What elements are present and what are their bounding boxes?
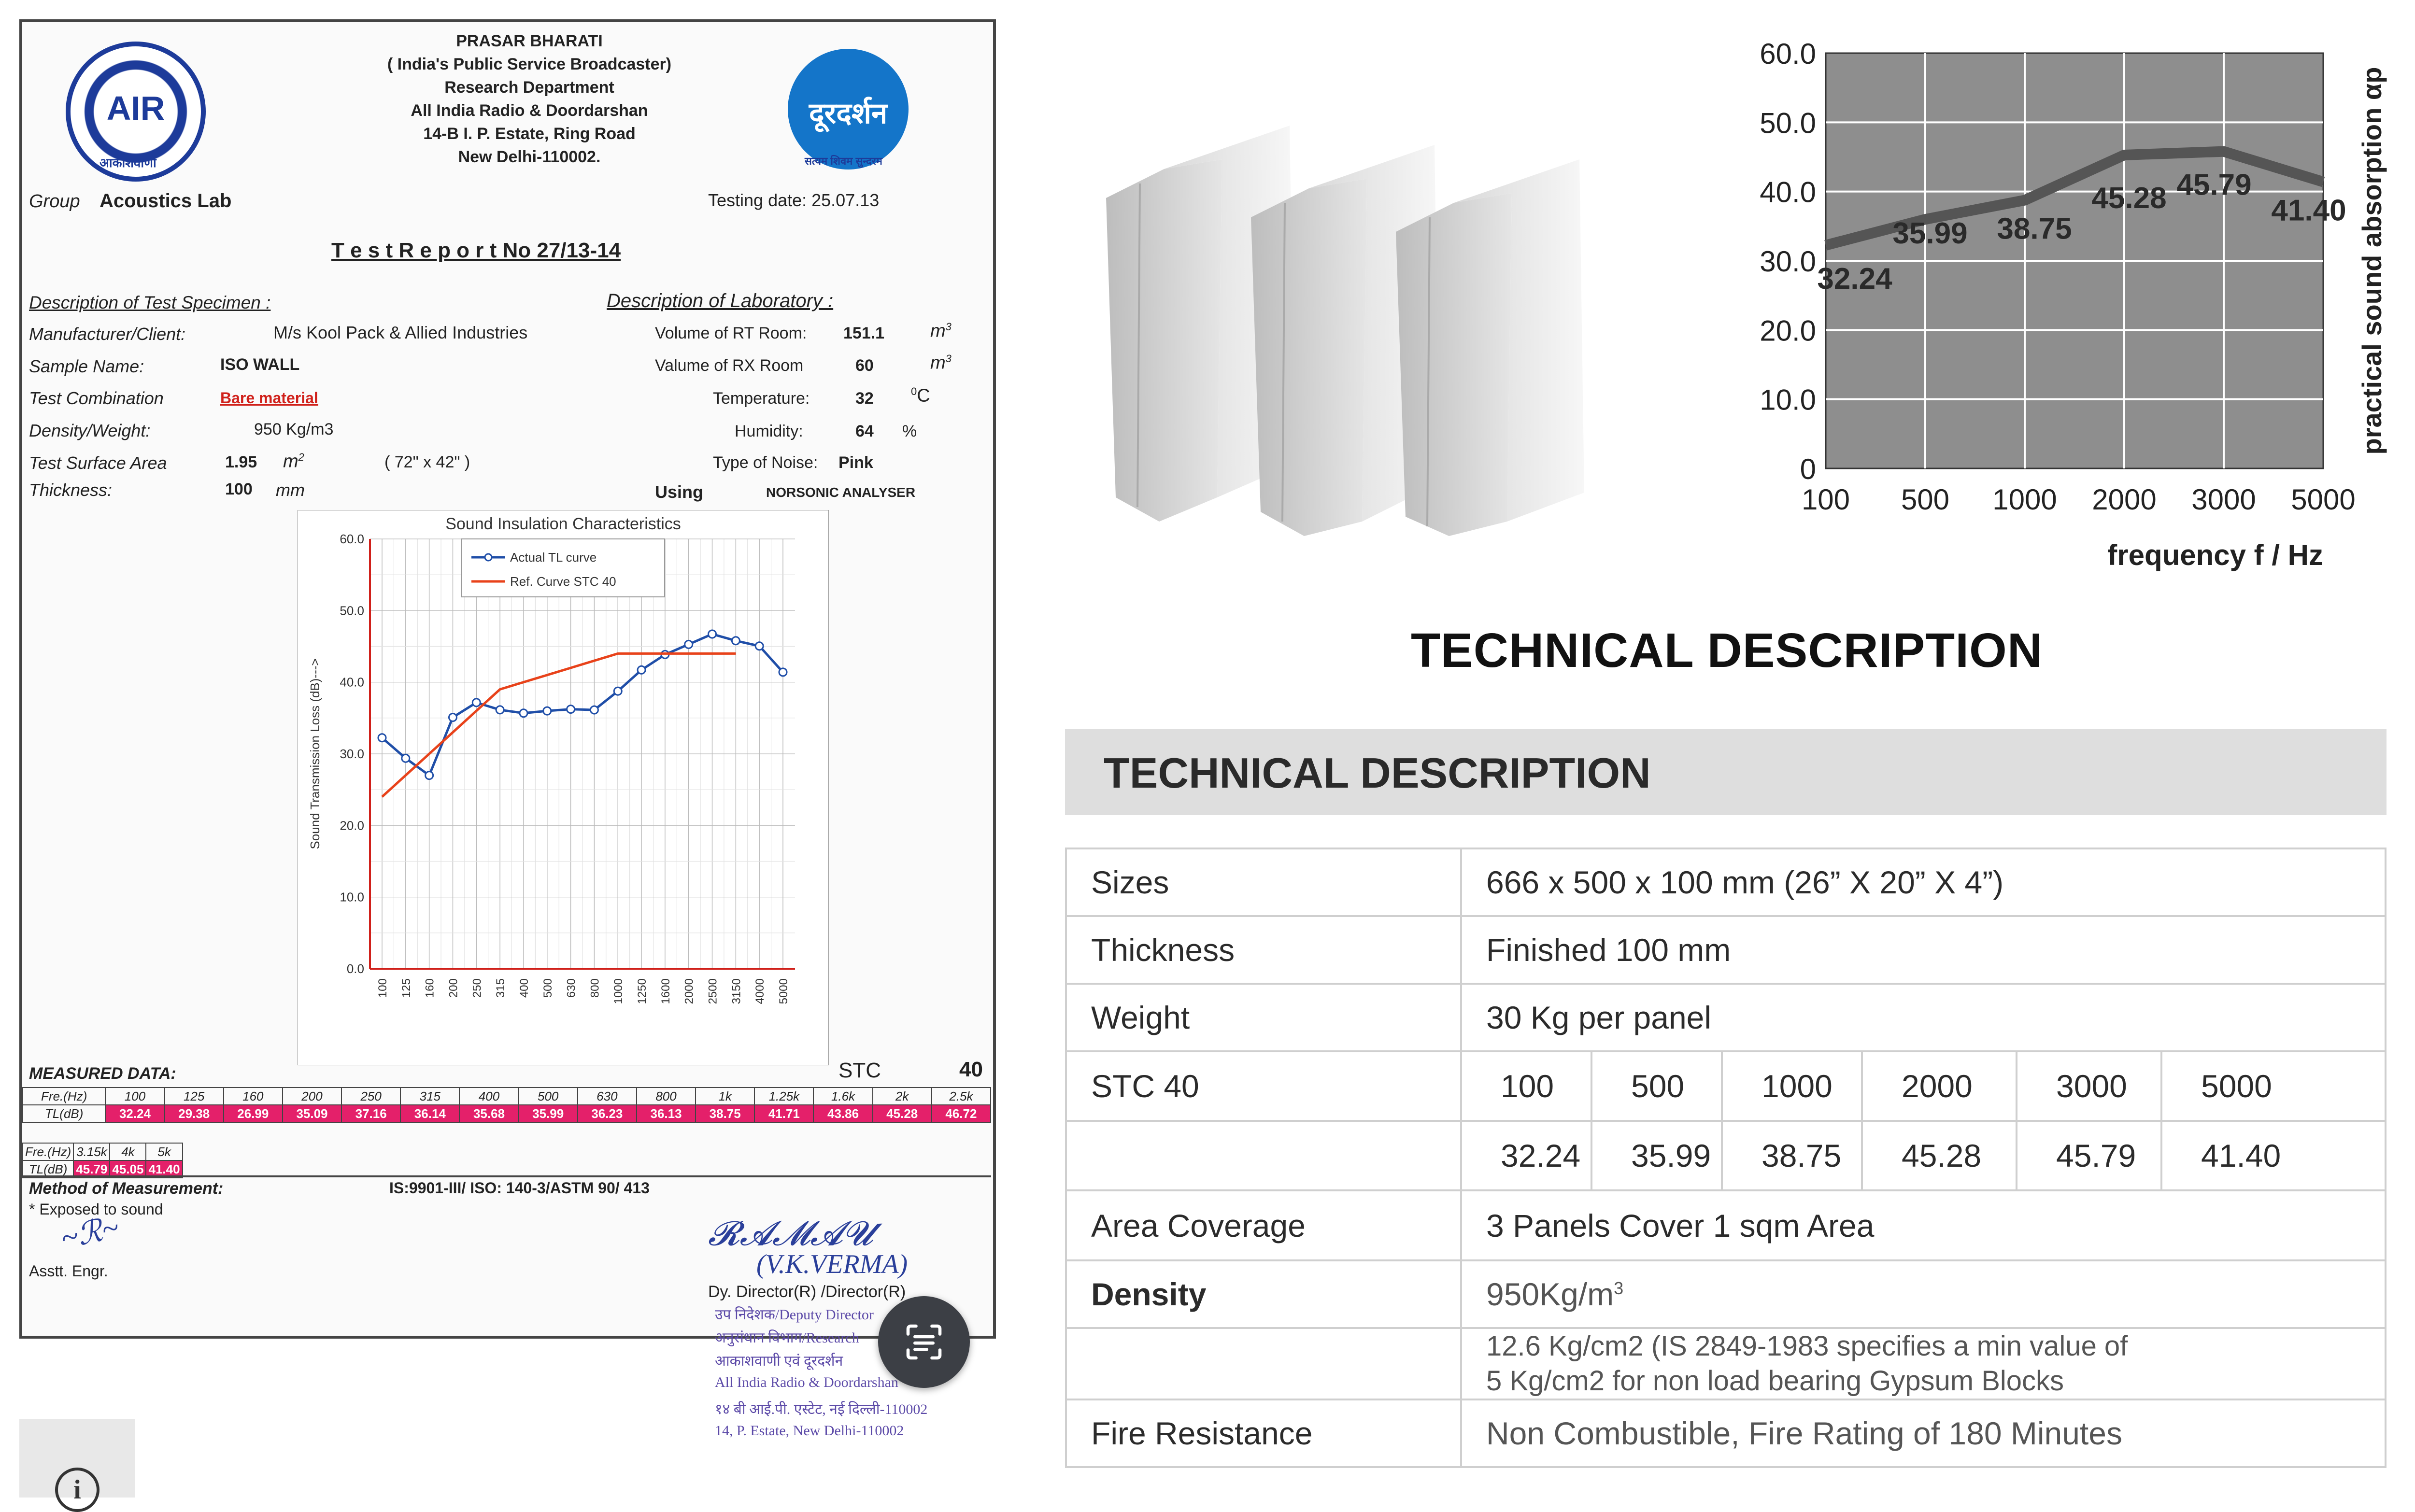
data-point <box>709 630 716 638</box>
row-label: Fre.(Hz) <box>23 1143 73 1160</box>
y-tick-label: 0 <box>1800 453 1816 485</box>
table-cell: 36.13 <box>637 1105 696 1122</box>
header-line-3: Research Department <box>444 78 614 97</box>
row-label: TL(dB) <box>23 1105 105 1122</box>
spec-value: Finished 100 mm <box>1461 916 2386 984</box>
tl-row <box>23 1105 991 1122</box>
stamp-line: आकाशवाणी एवं दूरदर्शन <box>715 1353 843 1369</box>
specimen-value: ISO WALL <box>220 355 300 374</box>
data-point <box>590 706 598 714</box>
table-cell: 4k <box>110 1143 146 1160</box>
lab-value: 60 <box>855 356 874 375</box>
y-tick-label: 50.0 <box>1760 107 1816 140</box>
header-line-6: New Delhi-110002. <box>458 148 601 166</box>
legend-label: Ref. Curve STC 40 <box>510 574 616 589</box>
y-tick-label: 40.0 <box>340 675 364 690</box>
frequency-row <box>23 1088 991 1105</box>
x-tick-label: 500 <box>1901 483 1950 516</box>
table-row <box>1066 1051 2386 1121</box>
x-tick-label: 3150 <box>730 978 743 1004</box>
asst-engineer-label: Asstt. Engr. <box>29 1262 108 1280</box>
density-note: 12.6 Kg/cm2 (IS 2849-1983 specifies a min value of 5 Kg/cm2 for non load bearing Gypsum Blocks <box>1461 1328 2386 1399</box>
y-tick-label: 40.0 <box>1760 176 1816 209</box>
group-value: Acoustics Lab <box>99 190 232 212</box>
y-axis-label: Sound Transmission Loss (dB)---> <box>308 658 322 849</box>
lens-icon <box>897 1315 951 1369</box>
table-cell: 630 <box>578 1088 637 1105</box>
stc-value: 35.99 <box>1592 1122 1723 1189</box>
x-tick-label: 500 <box>541 978 554 998</box>
stc-frequency-cells <box>1461 1051 2386 1121</box>
x-tick-label: 2000 <box>2092 483 2157 516</box>
specimen-value: 950 Kg/m3 <box>254 420 334 438</box>
table-cell: 45.79 <box>73 1160 110 1178</box>
lab-value: Pink <box>838 453 873 472</box>
y-tick-label: 60.0 <box>1760 38 1816 70</box>
data-label: 32.24 <box>1817 262 1892 296</box>
table-cell: 125 <box>165 1088 224 1105</box>
spec-label-empty <box>1066 1328 1461 1399</box>
spec-value: 666 x 500 x 100 mm (26” X 20” X 4”) <box>1461 848 2386 916</box>
y-tick-label: 20.0 <box>1760 314 1816 347</box>
table-cell: 45.05 <box>110 1160 146 1178</box>
table-cell: 160 <box>224 1088 283 1105</box>
y-tick-label: 10.0 <box>1760 383 1816 416</box>
data-label: 38.75 <box>1997 212 2072 246</box>
info-button[interactable] <box>19 1419 135 1505</box>
lab-value: 151.1 <box>843 324 885 342</box>
table-cell: 3.15k <box>73 1143 110 1160</box>
spec-label: STC 40 <box>1066 1051 1461 1121</box>
stc-frequency: 500 <box>1592 1052 1723 1120</box>
air-logo: AIR <box>66 42 206 182</box>
stc-label: STC <box>838 1059 881 1082</box>
specimen-value: Bare material <box>220 389 318 407</box>
header-line-2: ( India's Public Service Broadcaster) <box>387 55 672 73</box>
table-cell: 36.23 <box>578 1105 637 1122</box>
table-cell: 1.6k <box>813 1088 872 1105</box>
table-row <box>1066 848 2386 916</box>
header-line-5: 14-B I. P. Estate, Ring Road <box>423 125 636 143</box>
x-tick-label: 160 <box>423 978 437 998</box>
table-cell: 315 <box>400 1088 459 1105</box>
table-cell: 2.5k <box>932 1088 991 1105</box>
data-point <box>449 713 456 721</box>
table-cell: 2k <box>873 1088 932 1105</box>
y-axis-label: practical sound absorption αp <box>2357 67 2387 455</box>
data-point <box>567 706 575 713</box>
spec-label: Density <box>1066 1260 1461 1328</box>
y-tick-label: 50.0 <box>340 603 364 618</box>
divider <box>22 1175 991 1177</box>
legend-marker <box>485 554 492 561</box>
gypsum-block-panels-image <box>1087 72 1666 536</box>
data-point <box>543 707 551 715</box>
data-point <box>614 687 622 695</box>
table-row <box>1066 984 2386 1051</box>
spec-label: Weight <box>1066 984 1461 1051</box>
technical-spec-table <box>1065 848 2387 1468</box>
y-tick-label: 30.0 <box>340 747 364 761</box>
table-cell: 41.71 <box>754 1105 813 1122</box>
lens-button[interactable] <box>878 1296 970 1388</box>
data-point <box>426 772 433 779</box>
x-tick-label: 2500 <box>706 978 720 1004</box>
table-cell: 38.75 <box>696 1105 754 1122</box>
x-tick-label: 1250 <box>636 978 649 1004</box>
spec-label: Sizes <box>1066 848 1461 916</box>
table-cell: 200 <box>283 1088 341 1105</box>
director-title: Dy. Director(R) /Director(R) <box>708 1283 906 1301</box>
data-point <box>496 706 504 714</box>
specimen-label: Test Combination <box>29 388 164 408</box>
table-cell: 41.40 <box>146 1160 182 1178</box>
y-tick-label: 0.0 <box>346 961 364 976</box>
x-tick-label: 250 <box>470 978 484 998</box>
stamp-line: अनुसंधान विभाग/Research <box>715 1330 859 1346</box>
x-tick-label: 2000 <box>682 978 696 1004</box>
y-tick-label: 20.0 <box>340 818 364 833</box>
lab-label: Volume of RT Room: <box>655 324 807 342</box>
lab-value: NORSONIC ANALYSER <box>766 485 916 500</box>
table-cell: 35.68 <box>459 1105 518 1122</box>
lab-label: Type of Noise: <box>713 453 818 472</box>
specimen-value: 1.95 <box>225 453 257 471</box>
row-label: Fre.(Hz) <box>23 1088 105 1105</box>
spec-value: Non Combustible, Fire Rating of 180 Minutes <box>1461 1399 2386 1467</box>
stc-value: 45.79 <box>2017 1122 2162 1189</box>
air-logo-caption: आकाशवाणी <box>99 155 156 170</box>
method-value: IS:9901-III/ ISO: 140-3/ASTM 90/ 413 <box>389 1179 650 1197</box>
lab-label: Temperature: <box>713 389 810 408</box>
table-row <box>1066 1399 2386 1467</box>
table-cell: 500 <box>519 1088 578 1105</box>
method-label: Method of Measurement: <box>29 1179 224 1198</box>
header-line-1: PRASAR BHARATI <box>456 32 603 50</box>
lab-heading: Description of Laboratory : <box>607 290 834 311</box>
frequency-row <box>23 1143 183 1160</box>
table-cell: 35.09 <box>283 1105 341 1122</box>
x-tick-label: 100 <box>1801 483 1850 516</box>
specimen-unit: mm <box>276 480 305 500</box>
data-point <box>378 734 386 742</box>
test-report-scan <box>19 19 996 1339</box>
lab-label: Using <box>655 482 704 502</box>
x-tick-label: 630 <box>565 978 578 998</box>
data-point <box>685 640 693 648</box>
spec-value: $950Kg/m^3$ <box>1461 1260 2386 1328</box>
table-cell: 250 <box>341 1088 400 1105</box>
table-cell: 800 <box>637 1088 696 1105</box>
data-point <box>779 668 787 676</box>
x-tick-label: 400 <box>517 978 531 998</box>
stc-value-cells <box>1461 1121 2386 1190</box>
table-row <box>1066 1328 2386 1399</box>
specimen-label: Thickness: <box>29 480 113 500</box>
x-tick-label: 1000 <box>1992 483 2057 516</box>
spec-value: 30 Kg per panel <box>1461 984 2386 1051</box>
table-cell: 35.99 <box>519 1105 578 1122</box>
stc-frequency: 1000 <box>1723 1052 1863 1120</box>
x-tick-label: 800 <box>588 978 602 998</box>
data-label: 45.79 <box>2176 168 2252 202</box>
specimen-extra: ( 72" x 42" ) <box>384 453 470 471</box>
table-cell: 46.72 <box>932 1105 991 1122</box>
data-label: 35.99 <box>1892 217 1968 251</box>
stc-frequency: 2000 <box>1863 1052 2017 1120</box>
row-label: TL(dB) <box>23 1160 73 1178</box>
x-axis-label: frequency f / Hz <box>2107 539 2323 571</box>
data-point <box>520 709 527 717</box>
lab-label: Humidity: <box>735 422 803 440</box>
table-cell: 37.16 <box>341 1105 400 1122</box>
data-point <box>638 666 645 674</box>
stc-value: 41.40 <box>2201 1138 2281 1173</box>
lab-value: 64 <box>855 422 874 440</box>
table-cell: 1k <box>696 1088 754 1105</box>
x-tick-label: 3000 <box>2191 483 2256 516</box>
measured-data-table <box>22 1087 991 1123</box>
x-tick-label: 1000 <box>612 978 625 1004</box>
report-title: T e s t R e p o r t No 27/13-14 <box>331 239 621 262</box>
legend-label: Actual TL curve <box>510 550 597 565</box>
lab-value: 32 <box>855 389 874 408</box>
x-tick-label: 1600 <box>659 978 672 1004</box>
absorption-chart <box>1739 19 2415 579</box>
y-tick-label: 10.0 <box>340 890 364 904</box>
stamp-line: उप निदेशक/Deputy Director <box>715 1307 874 1323</box>
table-cell: 43.86 <box>813 1105 872 1122</box>
data-point <box>402 754 410 762</box>
table-cell: 1.25k <box>754 1088 813 1105</box>
x-tick-label: 200 <box>447 978 460 998</box>
table-cell: 26.99 <box>224 1105 283 1122</box>
spec-label: Fire Resistance <box>1066 1399 1461 1467</box>
x-tick-label: 5000 <box>777 978 790 1004</box>
group-label: Group <box>29 191 80 212</box>
info-icon: i <box>55 1468 99 1512</box>
data-point <box>755 642 763 650</box>
specimen-heading: Description of Test Specimen : <box>29 293 271 312</box>
x-tick-label: 315 <box>494 978 508 998</box>
director-name: (V.K.VERMA) <box>756 1249 908 1279</box>
sound-insulation-chart <box>298 510 829 1065</box>
stamp-line: All India Radio & Doordarshan <box>715 1374 898 1390</box>
x-tick-label: 100 <box>376 978 389 998</box>
data-label: 41.40 <box>2271 194 2346 227</box>
table-row <box>1066 1190 2386 1260</box>
lab-unit: % <box>902 422 917 440</box>
specimen-label: Density/Weight: <box>29 421 151 440</box>
specimen-label: Sample Name: <box>29 356 144 376</box>
data-point <box>732 637 739 645</box>
stc-value: 45.28 <box>1863 1122 2017 1189</box>
stc-value: 38.75 <box>1723 1122 1863 1189</box>
stamp-line: १४ बी आई.पी. एस्टेट, नई दिल्ली-110002 <box>715 1401 928 1417</box>
spec-label: Area Coverage <box>1066 1190 1461 1260</box>
spec-value: 3 Panels Cover 1 sqm Area <box>1461 1190 2386 1260</box>
section-header <box>1065 729 2387 815</box>
table-row <box>1066 1121 2386 1190</box>
table-row <box>1066 1260 2386 1328</box>
data-point <box>472 699 480 707</box>
chart-title: Sound Insulation Characteristics <box>445 515 681 533</box>
stc-value: 32.24 <box>1462 1122 1592 1189</box>
doordarshan-logo: दूरदर्शन <box>788 49 909 170</box>
lab-label: Valume of RX Room <box>655 356 804 375</box>
y-tick-label: 60.0 <box>340 532 364 546</box>
x-tick-label: 125 <box>399 978 413 998</box>
spec-label-empty <box>1066 1121 1461 1190</box>
measured-data-table-2 <box>22 1143 183 1178</box>
spec-label: Thickness <box>1066 916 1461 984</box>
table-cell: 36.14 <box>400 1105 459 1122</box>
exposed-note: * Exposed to sound <box>29 1201 163 1218</box>
specimen-unit: $m^2$ <box>283 451 304 472</box>
table-row <box>1066 916 2386 984</box>
stamp-line: 14, P. Estate, New Delhi-110002 <box>715 1423 904 1439</box>
y-tick-label: 30.0 <box>1760 245 1816 278</box>
table-cell: 29.38 <box>165 1105 224 1122</box>
table-cell: 5k <box>146 1143 182 1160</box>
x-tick-label: 4000 <box>753 978 767 1004</box>
section-title: TECHNICAL DESCRIPTION <box>1104 749 1651 797</box>
page-title: TECHNICAL DESCRIPTION <box>1410 623 2043 678</box>
specimen-value: M/s Kool Pack & Allied Industries <box>273 323 528 342</box>
engineer-signature: ~ℛ~ <box>57 1210 122 1256</box>
stc-frequency: 100 <box>1462 1052 1592 1120</box>
data-label: 45.28 <box>2091 181 2167 215</box>
table-cell: 32.24 <box>105 1105 164 1122</box>
specimen-value: 100 <box>225 480 253 498</box>
dd-logo-caption: सत्यम शिवम सुन्दरम <box>805 155 882 167</box>
stc-frequency: 3000 <box>2017 1052 2162 1120</box>
specimen-label: Manufacturer/Client: <box>29 324 186 344</box>
lab-unit: $m^3$ <box>930 353 952 373</box>
lab-unit: $^0$C <box>911 385 930 406</box>
table-cell: 400 <box>459 1088 518 1105</box>
x-tick-label: 5000 <box>2291 483 2356 516</box>
table-cell: 45.28 <box>873 1105 932 1122</box>
header-line-4: All India Radio & Doordarshan <box>411 101 648 120</box>
director-signature: 𝓡𝓐𝓜𝓐𝓤 <box>708 1215 873 1253</box>
table-cell: 100 <box>105 1088 164 1105</box>
stc-frequency: 5000 <box>2201 1068 2272 1104</box>
measured-data-heading: MEASURED DATA: <box>29 1064 176 1083</box>
stc-value: 40 <box>959 1058 983 1081</box>
testing-date: Testing date: 25.07.13 <box>708 190 880 210</box>
lab-unit: $m^3$ <box>930 321 952 341</box>
specimen-label: Test Surface Area <box>29 453 167 473</box>
